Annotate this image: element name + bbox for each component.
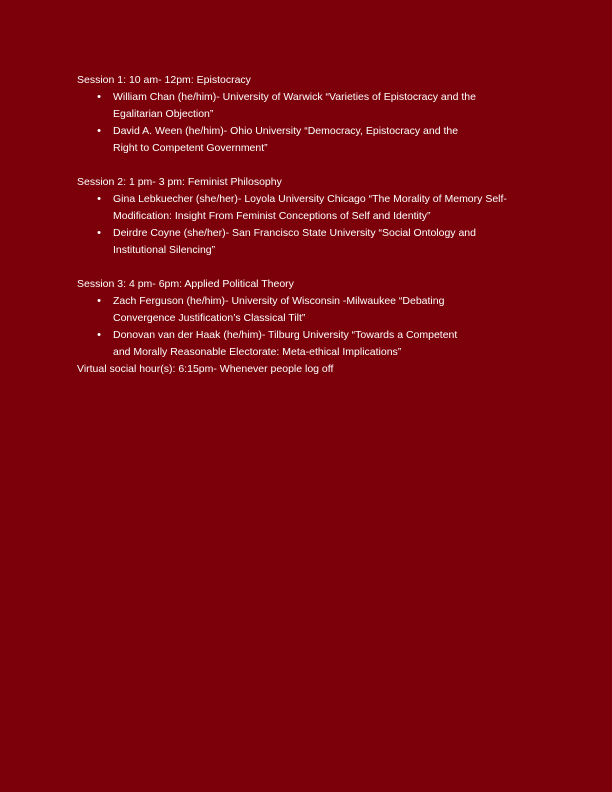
talk-line-1: Zach Ferguson (he/him)- University of Wisconsin -Milwaukee “Debating: [113, 295, 445, 307]
talk-line-2: Right to Competent Government”: [113, 142, 268, 154]
bullet-icon: •: [97, 193, 101, 205]
talk-list: [77, 293, 547, 361]
bullet-icon: •: [97, 91, 101, 103]
talk-item: [77, 327, 533, 361]
talk-line-1: Deirdre Coyne (she/her)- San Francisco State University “Social Ontology and: [113, 227, 476, 239]
talk-line-1: Gina Lebkuecher (she/her)- Loyola University Chicago “The Morality of Memory Self-: [113, 193, 507, 205]
talk-item: [77, 123, 533, 157]
talk-item: [77, 293, 533, 327]
schedule-content: [77, 72, 547, 378]
session-2: [77, 174, 547, 259]
session-3: [77, 276, 547, 361]
talk-item: [77, 225, 533, 259]
talk-line-1: William Chan (he/him)- University of Warwick “Varieties of Epistocracy and the: [113, 91, 476, 103]
talk-line-2: and Morally Reasonable Electorate: Meta-ethical Implications”: [113, 346, 402, 358]
talk-line-2: Institutional Silencing”: [113, 244, 216, 256]
bullet-icon: •: [97, 329, 101, 341]
session-title: Session 2: 1 pm- 3 pm: Feminist Philosophy: [77, 176, 282, 188]
session-1: [77, 72, 547, 157]
talk-line-1: Donovan van der Haak (he/him)- Tilburg University “Towards a Competent: [113, 329, 458, 341]
bullet-icon: •: [97, 295, 101, 307]
talk-line-2: Egalitarian Objection”: [113, 108, 214, 120]
social-hour-note: Virtual social hour(s): 6:15pm- Whenever people log off: [77, 363, 334, 375]
talk-line-1: David A. Ween (he/him)- Ohio University “Democracy, Epistocracy and the: [113, 125, 459, 137]
talk-item: [77, 89, 533, 123]
bullet-icon: •: [97, 227, 101, 239]
talk-list: [77, 191, 547, 259]
session-title: Session 3: 4 pm- 6pm: Applied Political Theory: [77, 278, 294, 290]
talk-item: [77, 191, 533, 225]
talk-list: [77, 89, 547, 157]
bullet-icon: •: [97, 125, 101, 137]
talk-line-2: Convergence Justification’s Classical Tilt”: [113, 312, 306, 324]
talk-line-2: Modification: Insight From Feminist Conceptions of Self and Identity”: [113, 210, 431, 222]
session-title: Session 1: 10 am- 12pm: Epistocracy: [77, 74, 251, 86]
